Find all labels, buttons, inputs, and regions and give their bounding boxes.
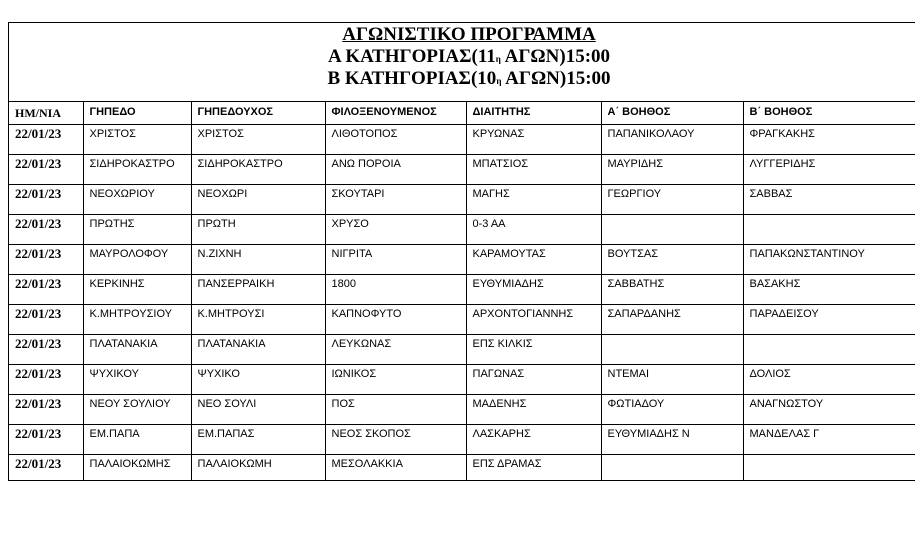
- table-row: [9, 154, 915, 184]
- cell-referee: ΚΑΡΑΜΟΥΤΑΣ: [466, 244, 601, 274]
- table-row: [9, 454, 915, 480]
- cell-date: 22/01/23: [9, 304, 83, 334]
- cell-home-team: ΠΛΑΤΑΝΑΚΙΑ: [191, 334, 325, 364]
- cell-assistant-1: ΜΑΥΡΙΔΗΣ: [601, 154, 743, 184]
- title-category-a-text: Α ΚΑΤΗΓΟΡΙΑΣ(11: [327, 46, 496, 67]
- title-category-b-sup: η: [496, 76, 502, 86]
- cell-date: 22/01/23: [9, 424, 83, 454]
- header-referee: ΔΙΑΙΤΗΤΗΣ: [466, 102, 601, 124]
- cell-assistant-1: ΒΟΥΤΣΑΣ: [601, 244, 743, 274]
- cell-assistant-1: [601, 454, 743, 480]
- cell-home-team: ΧΡΙΣΤΟΣ: [191, 124, 325, 154]
- cell-assistant-1: [601, 334, 743, 364]
- cell-home-team: ΣΙΔΗΡΟΚΑΣΤΡΟ: [191, 154, 325, 184]
- cell-field: ΝΕΟΧΩΡΙΟΥ: [83, 184, 191, 214]
- header-assistant-2: Β΄ ΒΟΗΘΟΣ: [743, 102, 915, 124]
- cell-date: 22/01/23: [9, 214, 83, 244]
- table-row: [9, 364, 915, 394]
- cell-field: ΨΥΧΙΚΟΥ: [83, 364, 191, 394]
- cell-home-team: ΠΡΩΤΗ: [191, 214, 325, 244]
- header-date: ΗΜ/ΝΙΑ: [9, 102, 83, 124]
- cell-field: ΠΡΩΤΗΣ: [83, 214, 191, 244]
- cell-field: ΜΑΥΡΟΛΟΦΟΥ: [83, 244, 191, 274]
- header-away-team: ΦΙΛΟΞΕΝΟΥΜΕΝΟΣ: [325, 102, 466, 124]
- cell-assistant-2: ΛΥΓΓΕΡΙΔΗΣ: [743, 154, 915, 184]
- cell-assistant-2: ΜΑΝΔΕΛΑΣ Γ: [743, 424, 915, 454]
- cell-home-team: ΝΕΟ ΣΟΥΛΙ: [191, 394, 325, 424]
- cell-away-team: ΜΕΣΟΛΑΚΚΙΑ: [325, 454, 466, 480]
- cell-home-team: ΕΜ.ΠΑΠΑΣ: [191, 424, 325, 454]
- title-category-b-text: Β ΚΑΤΗΓΟΡΙΑΣ(10: [327, 68, 497, 89]
- cell-away-team: ΛΙΘΟΤΟΠΟΣ: [325, 124, 466, 154]
- cell-assistant-1: [601, 214, 743, 244]
- cell-assistant-2: ΔΟΛΙΟΣ: [743, 364, 915, 394]
- cell-assistant-2: [743, 214, 915, 244]
- cell-away-team: ΝΕΟΣ ΣΚΟΠΟΣ: [325, 424, 466, 454]
- table-row: [9, 244, 915, 274]
- cell-referee: ΕΥΘΥΜΙΑΔΗΣ: [466, 274, 601, 304]
- cell-referee: ΚΡΥΩΝΑΣ: [466, 124, 601, 154]
- cell-referee: ΜΑΔΕΝΗΣ: [466, 394, 601, 424]
- cell-away-team: ΙΩΝΙΚΟΣ: [325, 364, 466, 394]
- cell-away-team: 1800: [325, 274, 466, 304]
- cell-field: ΠΑΛΑΙΟΚΩΜΗΣ: [83, 454, 191, 480]
- schedule-table: [9, 102, 915, 481]
- table-row: [9, 124, 915, 154]
- cell-assistant-1: ΝΤΕΜΑΙ: [601, 364, 743, 394]
- cell-referee: ΛΑΣΚΑΡΗΣ: [466, 424, 601, 454]
- cell-assistant-2: ΦΡΑΓΚΑΚΗΣ: [743, 124, 915, 154]
- cell-referee: ΕΠΣ ΔΡΑΜΑΣ: [466, 454, 601, 480]
- cell-assistant-2: ΣΑΒΒΑΣ: [743, 184, 915, 214]
- cell-away-team: ΛΕΥΚΩΝΑΣ: [325, 334, 466, 364]
- title-category-a: [9, 46, 915, 68]
- cell-assistant-2: ΠΑΠΑΚΩΝΣΤΑΝΤΙΝΟΥ: [743, 244, 915, 274]
- cell-date: 22/01/23: [9, 454, 83, 480]
- cell-date: 22/01/23: [9, 334, 83, 364]
- cell-away-team: ΠΟΣ: [325, 394, 466, 424]
- cell-away-team: ΧΡΥΣΟ: [325, 214, 466, 244]
- table-row: [9, 424, 915, 454]
- cell-referee: ΑΡΧΟΝΤΟΓΙΑΝΝΗΣ: [466, 304, 601, 334]
- cell-assistant-1: ΓΕΩΡΓΙΟΥ: [601, 184, 743, 214]
- cell-assistant-2: ΒΑΣΑΚΗΣ: [743, 274, 915, 304]
- cell-date: 22/01/23: [9, 274, 83, 304]
- cell-field: ΚΕΡΚΙΝΗΣ: [83, 274, 191, 304]
- header-home-team: ΓΗΠΕΔΟΥΧΟΣ: [191, 102, 325, 124]
- cell-away-team: ΑΝΩ ΠΟΡΟΙΑ: [325, 154, 466, 184]
- cell-assistant-2: ΑΝΑΓΝΩΣΤΟΥ: [743, 394, 915, 424]
- cell-home-team: Ν.ΖΙΧΝΗ: [191, 244, 325, 274]
- cell-referee: 0-3 ΑΑ: [466, 214, 601, 244]
- cell-field: ΝΕΟΥ ΣΟΥΛΙΟΥ: [83, 394, 191, 424]
- title-main: ΑΓΩΝΙΣΤΙΚΟ ΠΡΟΓΡΑΜΜΑ: [342, 24, 596, 45]
- cell-assistant-1: ΕΥΘΥΜΙΑΔΗΣ Ν: [601, 424, 743, 454]
- cell-field: ΕΜ.ΠΑΠΑ: [83, 424, 191, 454]
- header-assistant-1: Α΄ ΒΟΗΘΟΣ: [601, 102, 743, 124]
- cell-field: ΠΛΑΤΑΝΑΚΙΑ: [83, 334, 191, 364]
- cell-home-team: Κ.ΜΗΤΡΟΥΣΙ: [191, 304, 325, 334]
- cell-away-team: ΣΚΟΥΤΑΡΙ: [325, 184, 466, 214]
- cell-date: 22/01/23: [9, 394, 83, 424]
- cell-field: ΣΙΔΗΡΟΚΑΣΤΡΟ: [83, 154, 191, 184]
- cell-assistant-2: ΠΑΡΑΔΕΙΣΟΥ: [743, 304, 915, 334]
- table-row: [9, 394, 915, 424]
- table-header-row: [9, 102, 915, 124]
- cell-referee: ΜΑΓΗΣ: [466, 184, 601, 214]
- table-body: [9, 124, 915, 480]
- cell-field: Κ.ΜΗΤΡΟΥΣΙΟΥ: [83, 304, 191, 334]
- cell-home-team: ΝΕΟΧΩΡΙ: [191, 184, 325, 214]
- cell-assistant-1: ΣΑΠΑΡΔΑΝΗΣ: [601, 304, 743, 334]
- cell-date: 22/01/23: [9, 244, 83, 274]
- schedule-sheet: [8, 22, 915, 481]
- cell-assistant-1: ΠΑΠΑΝΙΚΟΛΑΟΥ: [601, 124, 743, 154]
- cell-referee: ΕΠΣ ΚΙΛΚΙΣ: [466, 334, 601, 364]
- table-row: [9, 334, 915, 364]
- cell-date: 22/01/23: [9, 364, 83, 394]
- cell-assistant-1: ΣΑΒΒΑΤΗΣ: [601, 274, 743, 304]
- cell-assistant-2: [743, 334, 915, 364]
- header-field: ΓΗΠΕΔΟ: [83, 102, 191, 124]
- cell-assistant-1: ΦΩΤΙΑΔΟΥ: [601, 394, 743, 424]
- title-category-b: [9, 68, 915, 90]
- table-row: [9, 274, 915, 304]
- title-category-a-time: ΑΓΩΝ)15:00: [500, 46, 611, 67]
- cell-field: ΧΡΙΣΤΟΣ: [83, 124, 191, 154]
- title-block: [9, 23, 915, 102]
- title-category-a-sup: η: [495, 54, 501, 64]
- cell-date: 22/01/23: [9, 124, 83, 154]
- cell-home-team: ΠΑΛΑΙΟΚΩΜΗ: [191, 454, 325, 480]
- cell-date: 22/01/23: [9, 154, 83, 184]
- cell-referee: ΜΠΑΤΣΙΟΣ: [466, 154, 601, 184]
- cell-date: 22/01/23: [9, 184, 83, 214]
- table-row: [9, 304, 915, 334]
- cell-referee: ΠΑΓΩΝΑΣ: [466, 364, 601, 394]
- cell-assistant-2: [743, 454, 915, 480]
- cell-away-team: ΚΑΠΝΟΦΥΤΟ: [325, 304, 466, 334]
- title-category-b-time: ΑΓΩΝ)15:00: [501, 68, 611, 89]
- cell-home-team: ΨΥΧΙΚΟ: [191, 364, 325, 394]
- table-row: [9, 184, 915, 214]
- cell-away-team: ΝΙΓΡΙΤΑ: [325, 244, 466, 274]
- cell-home-team: ΠΑΝΣΕΡΡΑΙΚΗ: [191, 274, 325, 304]
- table-row: [9, 214, 915, 244]
